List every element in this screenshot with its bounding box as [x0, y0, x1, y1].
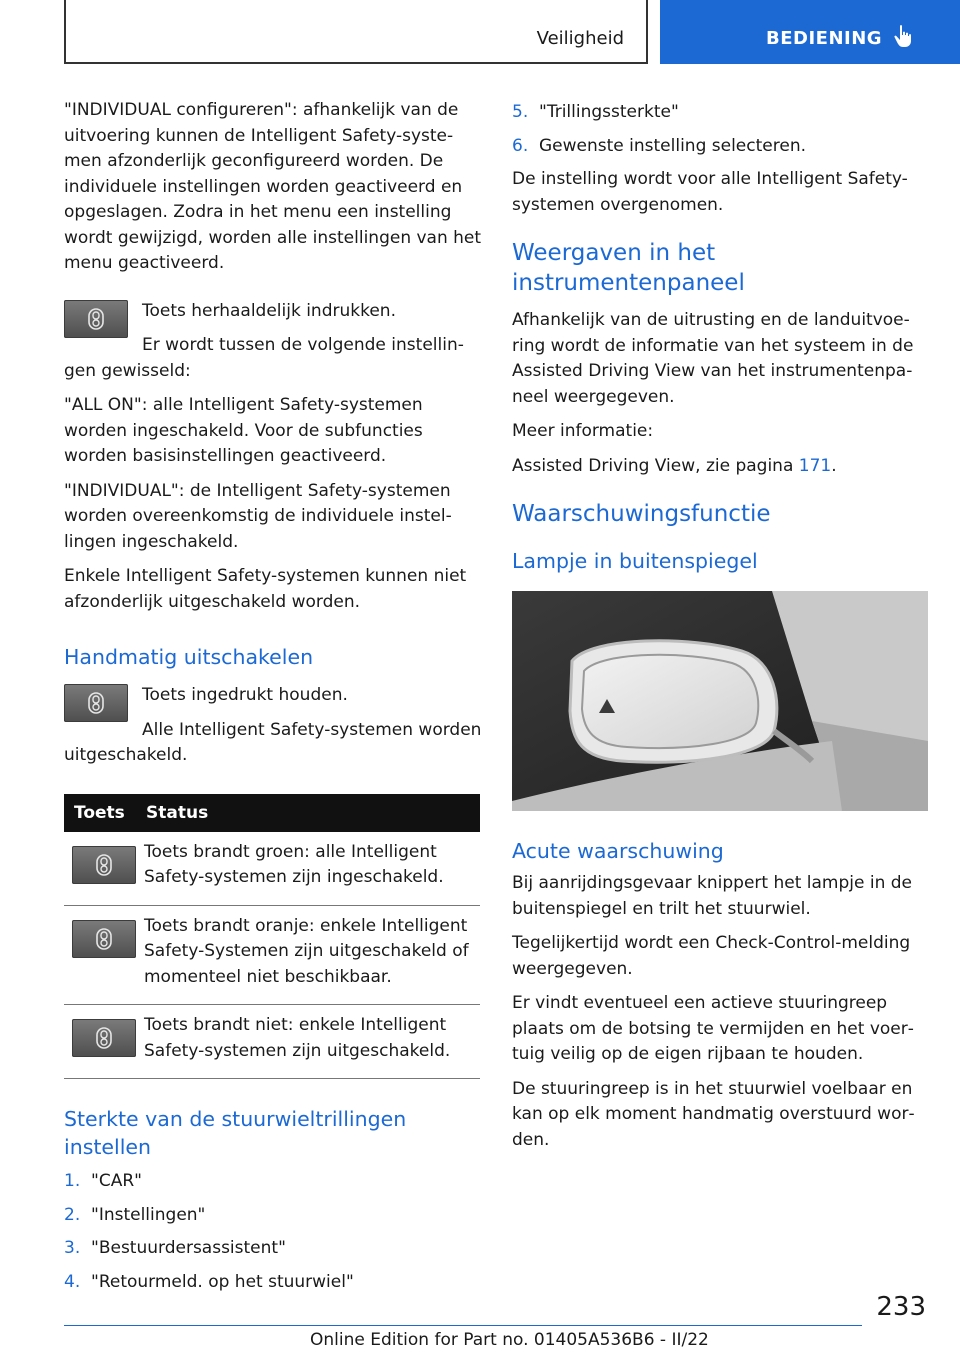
- status-cell: Toets brandt niet: enkele Intelligent Safety-systemen zijn uitgeschakeld.: [136, 1005, 480, 1079]
- display-paragraph: Afhankelijk van de uitrusting en de landuitvoering wordt de informatie van het systeem in de Assisted Driving View van het instrumentenpaneel weergegeven.: [512, 310, 914, 407]
- list-item: 3. "Bestuurdersassistent": [64, 1238, 286, 1258]
- safety-button-icon: [72, 846, 136, 884]
- page-number: 233: [876, 1292, 926, 1322]
- footer-edition: Online Edition for Part no. 01405A536B6 - II/22: [310, 1330, 709, 1350]
- manual-heading: Handmatig uitschakelen: [64, 645, 314, 669]
- some-paragraph: Enkele Intelligent Safety-systemen kunnen niet afzonderlijk uitgeschakeld worden.: [64, 566, 467, 612]
- list-item: 5. "Trillingssterkte": [512, 102, 679, 122]
- left-column: [64, 98, 484, 1303]
- table-header-status: Status: [136, 794, 480, 832]
- chapter-tab[interactable]: [660, 0, 960, 64]
- display-heading: Weergaven in het instrumentenpaneel: [512, 240, 745, 296]
- table-header-row: [64, 794, 480, 832]
- safety-button-icon: [72, 1019, 136, 1057]
- safety-button-icon: [64, 300, 128, 338]
- hold-block: [64, 683, 484, 778]
- vibration-heading: Sterkte van de stuurwieltrillingen instellen: [64, 1107, 407, 1159]
- page-reference-link[interactable]: 171: [798, 455, 832, 476]
- lamp-heading: Lampje in buitenspiegel: [512, 549, 758, 573]
- status-cell: Toets brandt groen: alle Intelligent Safety-systemen zijn ingeschakeld.: [136, 832, 480, 906]
- steps-list-right: [512, 100, 930, 159]
- table-row: [64, 905, 480, 1005]
- press-block: [64, 299, 484, 394]
- steps-list-left: [64, 1169, 484, 1295]
- press-text-1: Toets herhaaldelijk indrukken.: [142, 300, 396, 321]
- allon-paragraph: "ALL ON": alle Intelligent Safety-systemen worden ingeschakeld. Voor de subfuncties worden basisinstellingen geactiveerd.: [64, 395, 423, 466]
- hold-text-1: Toets ingedrukt houden.: [142, 685, 348, 705]
- section-title: Veiligheid: [536, 28, 624, 49]
- hand-pointer-icon: [893, 24, 915, 53]
- list-item: 2. "Instellingen": [64, 1204, 206, 1225]
- reference-paragraph: Assisted Driving View, zie pagina 171.: [512, 455, 837, 476]
- safety-button-icon: [72, 920, 136, 958]
- acute-paragraph-2: Tegelijkertijd wordt een Check-Control-melding weergegeven.: [512, 933, 911, 979]
- table-header-toets: Toets: [64, 794, 136, 832]
- acute-heading: Acute waarschuwing: [512, 839, 724, 863]
- chapter-title: BEDIENING: [766, 28, 883, 49]
- individual-paragraph: "INDIVIDUAL": de Intelligent Safety-systemen worden overeenkomstig de individuele instellingen ingeschakeld.: [64, 480, 452, 552]
- table-row: [64, 832, 480, 906]
- applied-paragraph: De instelling wordt voor alle Intelligent Safety-systemen overgenomen.: [512, 169, 908, 215]
- intro-paragraph: "INDIVIDUAL configureren": afhankelijk van de uitvoering kunnen de Intelligent Safety-systemen afzonderlijk geconfigureerd worden. De individuele instellingen worden geactiveerd en opgeslagen. Zodra in het menu een instelling wordt gewijzigd, worden alle instellingen van het menu geactiveerd.: [64, 100, 482, 273]
- press-text-2: Er wordt tussen de volgende instellingen gewisseld:: [64, 335, 464, 381]
- status-table: [64, 794, 480, 1080]
- warning-heading: Waarschuwingsfunctie: [512, 501, 771, 527]
- acute-paragraph-4: De stuuringreep is in het stuurwiel voelbaar en kan op elk moment handmatig overstuurd worden.: [512, 1078, 915, 1150]
- list-item: 1. "CAR": [64, 1171, 142, 1191]
- right-column: [512, 100, 930, 1162]
- more-info: Meer informatie:: [512, 421, 654, 441]
- list-item: 6. Gewenste instelling selecteren.: [512, 135, 806, 156]
- status-cell: Toets brandt oranje: enkele Intelligent Safety-Systemen zijn uitgeschakeld of momenteel niet beschikbaar.: [136, 905, 480, 1005]
- header-section-box: [64, 0, 648, 64]
- footer-divider: [64, 1325, 862, 1326]
- acute-paragraph-1: Bij aanrijdingsgevaar knippert het lampje in de buitenspiegel en trilt het stuurwiel.: [512, 873, 913, 919]
- safety-button-icon: [64, 684, 128, 722]
- list-item: 4. "Retourmeld. op het stuurwiel": [64, 1271, 354, 1292]
- acute-paragraph-3: Er vindt eventueel een actieve stuuringreep plaats om de botsing te vermijden en het voertuig veilig op de eigen rijbaan te houden.: [512, 993, 914, 1064]
- mirror-illustration: [512, 591, 928, 811]
- table-row: [64, 1005, 480, 1079]
- hold-text-2: Alle Intelligent Safety-systemen worden uitgeschakeld.: [64, 719, 482, 765]
